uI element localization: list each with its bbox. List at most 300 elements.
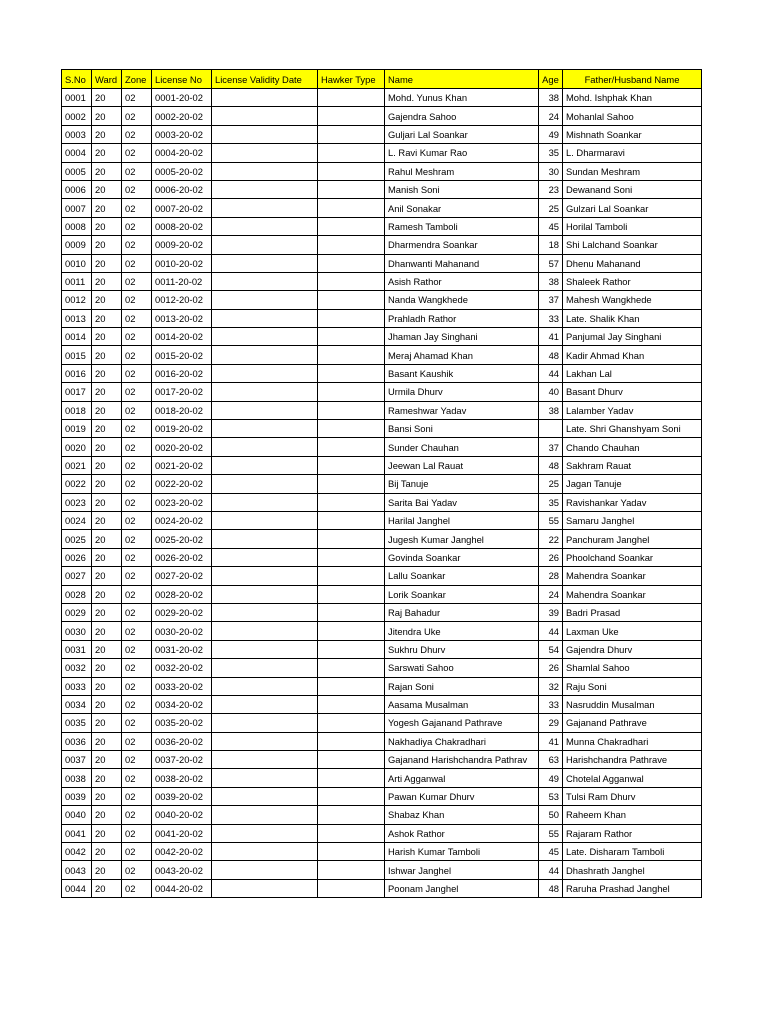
cell-name: Bansi Soni (385, 420, 539, 438)
cell-hawker-type (318, 622, 385, 640)
cell-license-no: 0030-20-02 (152, 622, 212, 640)
cell-license-validity-date (212, 806, 318, 824)
cell-ward: 20 (92, 861, 122, 879)
cell-hawker-type (318, 328, 385, 346)
cell-zone: 02 (122, 622, 152, 640)
cell-age: 33 (539, 309, 563, 327)
cell-license-no: 0015-20-02 (152, 346, 212, 364)
cell-father-husband-name: Munna Chakradhari (563, 732, 702, 750)
cell-zone: 02 (122, 364, 152, 382)
cell-ward: 20 (92, 401, 122, 419)
cell-zone: 02 (122, 677, 152, 695)
cell-ward: 20 (92, 125, 122, 143)
cell-license-no: 0005-20-02 (152, 162, 212, 180)
cell-age: 49 (539, 125, 563, 143)
cell-hawker-type (318, 751, 385, 769)
cell-license-no: 0020-20-02 (152, 438, 212, 456)
cell-sno: 0020 (62, 438, 92, 456)
cell-zone: 02 (122, 199, 152, 217)
cell-age: 33 (539, 695, 563, 713)
cell-license-no: 0016-20-02 (152, 364, 212, 382)
header-ward: Ward (92, 70, 122, 89)
cell-ward: 20 (92, 346, 122, 364)
cell-sno: 0002 (62, 107, 92, 125)
cell-name: Sukhru Dhurv (385, 640, 539, 658)
cell-sno: 0026 (62, 548, 92, 566)
cell-name: Ishwar Janghel (385, 861, 539, 879)
cell-father-husband-name: Phoolchand Soankar (563, 548, 702, 566)
cell-age: 35 (539, 493, 563, 511)
cell-age: 63 (539, 751, 563, 769)
cell-license-validity-date (212, 879, 318, 897)
cell-hawker-type (318, 493, 385, 511)
cell-ward: 20 (92, 714, 122, 732)
cell-license-validity-date (212, 291, 318, 309)
cell-hawker-type (318, 530, 385, 548)
cell-license-validity-date (212, 420, 318, 438)
cell-name: Govinda Soankar (385, 548, 539, 566)
cell-zone: 02 (122, 456, 152, 474)
table-row (62, 769, 702, 787)
cell-zone: 02 (122, 659, 152, 677)
cell-hawker-type (318, 401, 385, 419)
cell-name: Nakhadiya Chakradhari (385, 732, 539, 750)
cell-zone: 02 (122, 217, 152, 235)
cell-hawker-type (318, 125, 385, 143)
cell-father-husband-name: Mahesh Wangkhede (563, 291, 702, 309)
cell-zone: 02 (122, 254, 152, 272)
cell-name: Prahladh Rathor (385, 309, 539, 327)
cell-license-no: 0013-20-02 (152, 309, 212, 327)
cell-father-husband-name: Jagan Tanuje (563, 475, 702, 493)
table-row (62, 107, 702, 125)
cell-license-no: 0038-20-02 (152, 769, 212, 787)
cell-sno: 0003 (62, 125, 92, 143)
cell-hawker-type (318, 217, 385, 235)
cell-name: Dharmendra Soankar (385, 236, 539, 254)
cell-license-validity-date (212, 659, 318, 677)
cell-hawker-type (318, 640, 385, 658)
cell-father-husband-name: Raju Soni (563, 677, 702, 695)
cell-name: Anil Sonakar (385, 199, 539, 217)
cell-zone: 02 (122, 843, 152, 861)
cell-father-husband-name: Gulzari Lal Soankar (563, 199, 702, 217)
cell-license-validity-date (212, 548, 318, 566)
table-row (62, 567, 702, 585)
cell-hawker-type (318, 254, 385, 272)
cell-name: Sarswati Sahoo (385, 659, 539, 677)
cell-license-no: 0004-20-02 (152, 144, 212, 162)
cell-age: 48 (539, 456, 563, 474)
table-row (62, 585, 702, 603)
cell-name: Basant Kaushik (385, 364, 539, 382)
cell-age: 29 (539, 714, 563, 732)
cell-hawker-type (318, 364, 385, 382)
cell-license-no: 0040-20-02 (152, 806, 212, 824)
cell-father-husband-name: Kadir Ahmad Khan (563, 346, 702, 364)
table-row (62, 162, 702, 180)
table-row (62, 714, 702, 732)
cell-name: Bij Tanuje (385, 475, 539, 493)
cell-hawker-type (318, 162, 385, 180)
cell-age: 45 (539, 843, 563, 861)
cell-ward: 20 (92, 328, 122, 346)
table-row (62, 420, 702, 438)
table-row (62, 659, 702, 677)
cell-name: Rajan Soni (385, 677, 539, 695)
cell-name: Sarita Bai Yadav (385, 493, 539, 511)
cell-license-no: 0033-20-02 (152, 677, 212, 695)
cell-hawker-type (318, 603, 385, 621)
cell-hawker-type (318, 585, 385, 603)
cell-name: Urmila Dhurv (385, 383, 539, 401)
cell-license-no: 0012-20-02 (152, 291, 212, 309)
cell-name: Sunder Chauhan (385, 438, 539, 456)
cell-ward: 20 (92, 751, 122, 769)
cell-sno: 0015 (62, 346, 92, 364)
cell-zone: 02 (122, 144, 152, 162)
cell-license-no: 0022-20-02 (152, 475, 212, 493)
table-row (62, 843, 702, 861)
cell-father-husband-name: Dewanand Soni (563, 180, 702, 198)
cell-father-husband-name: Gajanand Pathrave (563, 714, 702, 732)
cell-father-husband-name: Badri Prasad (563, 603, 702, 621)
cell-sno: 0016 (62, 364, 92, 382)
cell-ward: 20 (92, 787, 122, 805)
cell-sno: 0022 (62, 475, 92, 493)
cell-age: 23 (539, 180, 563, 198)
table-row (62, 125, 702, 143)
cell-zone: 02 (122, 548, 152, 566)
cell-license-no: 0002-20-02 (152, 107, 212, 125)
cell-hawker-type (318, 806, 385, 824)
table-row (62, 254, 702, 272)
table-row (62, 806, 702, 824)
cell-license-no: 0011-20-02 (152, 272, 212, 290)
cell-sno: 0039 (62, 787, 92, 805)
cell-license-no: 0007-20-02 (152, 199, 212, 217)
cell-hawker-type (318, 861, 385, 879)
cell-license-validity-date (212, 346, 318, 364)
cell-age: 38 (539, 89, 563, 107)
cell-license-validity-date (212, 585, 318, 603)
cell-license-no: 0027-20-02 (152, 567, 212, 585)
cell-zone: 02 (122, 328, 152, 346)
table-row (62, 530, 702, 548)
cell-zone: 02 (122, 714, 152, 732)
cell-zone: 02 (122, 291, 152, 309)
cell-license-validity-date (212, 254, 318, 272)
cell-name: Mohd. Yunus Khan (385, 89, 539, 107)
table-row (62, 511, 702, 529)
table-row (62, 456, 702, 474)
cell-ward: 20 (92, 530, 122, 548)
cell-ward: 20 (92, 236, 122, 254)
header-license-no: License No (152, 70, 212, 89)
header-age: Age (539, 70, 563, 89)
cell-license-validity-date (212, 144, 318, 162)
cell-age: 35 (539, 144, 563, 162)
cell-license-no: 0017-20-02 (152, 383, 212, 401)
cell-hawker-type (318, 107, 385, 125)
cell-sno: 0024 (62, 511, 92, 529)
cell-father-husband-name: Mohd. Ishphak Khan (563, 89, 702, 107)
cell-zone: 02 (122, 511, 152, 529)
table-row (62, 364, 702, 382)
cell-ward: 20 (92, 603, 122, 621)
cell-name: Jeewan Lal Rauat (385, 456, 539, 474)
cell-license-validity-date (212, 751, 318, 769)
cell-age: 30 (539, 162, 563, 180)
cell-license-validity-date (212, 162, 318, 180)
cell-zone: 02 (122, 420, 152, 438)
cell-sno: 0005 (62, 162, 92, 180)
cell-sno: 0029 (62, 603, 92, 621)
cell-zone: 02 (122, 787, 152, 805)
table-row (62, 677, 702, 695)
table-row (62, 548, 702, 566)
cell-father-husband-name: Panjumal Jay Singhani (563, 328, 702, 346)
cell-father-husband-name: Raheem Khan (563, 806, 702, 824)
table-row (62, 861, 702, 879)
cell-sno: 0042 (62, 843, 92, 861)
cell-sno: 0028 (62, 585, 92, 603)
cell-age: 24 (539, 107, 563, 125)
table-row (62, 475, 702, 493)
cell-license-validity-date (212, 843, 318, 861)
cell-sno: 0019 (62, 420, 92, 438)
cell-name: Raj Bahadur (385, 603, 539, 621)
cell-license-no: 0019-20-02 (152, 420, 212, 438)
cell-age: 48 (539, 346, 563, 364)
table-row (62, 180, 702, 198)
table-row (62, 272, 702, 290)
cell-sno: 0025 (62, 530, 92, 548)
cell-father-husband-name: Late. Shri Ghanshyam Soni (563, 420, 702, 438)
table-row (62, 732, 702, 750)
cell-license-no: 0036-20-02 (152, 732, 212, 750)
cell-father-husband-name: Lalamber Yadav (563, 401, 702, 419)
cell-hawker-type (318, 677, 385, 695)
cell-license-validity-date (212, 493, 318, 511)
cell-license-validity-date (212, 236, 318, 254)
cell-name: Asish Rathor (385, 272, 539, 290)
cell-name: Arti Agganwal (385, 769, 539, 787)
cell-age: 40 (539, 383, 563, 401)
cell-father-husband-name: Horilal Tamboli (563, 217, 702, 235)
cell-license-validity-date (212, 640, 318, 658)
cell-sno: 0006 (62, 180, 92, 198)
cell-sno: 0017 (62, 383, 92, 401)
cell-zone: 02 (122, 346, 152, 364)
cell-father-husband-name: Raruha Prashad Janghel (563, 879, 702, 897)
header-zone: Zone (122, 70, 152, 89)
cell-hawker-type (318, 236, 385, 254)
cell-sno: 0032 (62, 659, 92, 677)
cell-age: 26 (539, 659, 563, 677)
cell-ward: 20 (92, 364, 122, 382)
cell-father-husband-name: Gajendra Dhurv (563, 640, 702, 658)
cell-ward: 20 (92, 199, 122, 217)
cell-license-no: 0024-20-02 (152, 511, 212, 529)
cell-father-husband-name: Basant Dhurv (563, 383, 702, 401)
cell-zone: 02 (122, 125, 152, 143)
cell-ward: 20 (92, 732, 122, 750)
cell-father-husband-name: Mahendra Soankar (563, 567, 702, 585)
cell-father-husband-name: Nasruddin Musalman (563, 695, 702, 713)
cell-sno: 0007 (62, 199, 92, 217)
cell-age: 53 (539, 787, 563, 805)
cell-license-validity-date (212, 309, 318, 327)
cell-license-no: 0025-20-02 (152, 530, 212, 548)
cell-license-validity-date (212, 383, 318, 401)
cell-license-validity-date (212, 677, 318, 695)
table-row (62, 751, 702, 769)
cell-hawker-type (318, 199, 385, 217)
cell-license-validity-date (212, 125, 318, 143)
cell-father-husband-name: Chotelal Agganwal (563, 769, 702, 787)
cell-sno: 0001 (62, 89, 92, 107)
cell-age: 32 (539, 677, 563, 695)
cell-father-husband-name: Sakhram Rauat (563, 456, 702, 474)
cell-license-validity-date (212, 567, 318, 585)
cell-zone: 02 (122, 751, 152, 769)
cell-father-husband-name: Rajaram Rathor (563, 824, 702, 842)
cell-hawker-type (318, 291, 385, 309)
table-row (62, 879, 702, 897)
cell-hawker-type (318, 769, 385, 787)
cell-father-husband-name: Mohanlal Sahoo (563, 107, 702, 125)
cell-ward: 20 (92, 511, 122, 529)
cell-age: 25 (539, 199, 563, 217)
cell-ward: 20 (92, 89, 122, 107)
cell-age: 57 (539, 254, 563, 272)
cell-ward: 20 (92, 162, 122, 180)
cell-license-no: 0014-20-02 (152, 328, 212, 346)
cell-age: 39 (539, 603, 563, 621)
cell-license-no: 0041-20-02 (152, 824, 212, 842)
cell-sno: 0008 (62, 217, 92, 235)
cell-zone: 02 (122, 107, 152, 125)
cell-ward: 20 (92, 291, 122, 309)
cell-age: 54 (539, 640, 563, 658)
cell-license-no: 0029-20-02 (152, 603, 212, 621)
cell-hawker-type (318, 89, 385, 107)
cell-zone: 02 (122, 806, 152, 824)
cell-father-husband-name: Mahendra Soankar (563, 585, 702, 603)
cell-age: 41 (539, 732, 563, 750)
cell-hawker-type (318, 824, 385, 842)
cell-sno: 0041 (62, 824, 92, 842)
cell-zone: 02 (122, 309, 152, 327)
cell-license-validity-date (212, 456, 318, 474)
cell-license-no: 0001-20-02 (152, 89, 212, 107)
cell-hawker-type (318, 732, 385, 750)
cell-father-husband-name: Shamlal Sahoo (563, 659, 702, 677)
cell-hawker-type (318, 843, 385, 861)
table-row (62, 438, 702, 456)
cell-age: 26 (539, 548, 563, 566)
cell-license-no: 0023-20-02 (152, 493, 212, 511)
cell-zone: 02 (122, 272, 152, 290)
cell-age: 55 (539, 511, 563, 529)
cell-father-husband-name: Dhashrath Janghel (563, 861, 702, 879)
table-row (62, 695, 702, 713)
cell-sno: 0021 (62, 456, 92, 474)
cell-name: Pawan Kumar Dhurv (385, 787, 539, 805)
cell-sno: 0018 (62, 401, 92, 419)
cell-hawker-type (318, 144, 385, 162)
cell-license-no: 0003-20-02 (152, 125, 212, 143)
cell-age: 48 (539, 879, 563, 897)
cell-license-no: 0034-20-02 (152, 695, 212, 713)
cell-ward: 20 (92, 677, 122, 695)
cell-name: Gajendra Sahoo (385, 107, 539, 125)
cell-sno: 0009 (62, 236, 92, 254)
table-body (62, 89, 702, 898)
cell-father-husband-name: Harishchandra Pathrave (563, 751, 702, 769)
cell-father-husband-name: Sundan Meshram (563, 162, 702, 180)
cell-hawker-type (318, 309, 385, 327)
cell-father-husband-name: Shi Lalchand Soankar (563, 236, 702, 254)
cell-license-no: 0039-20-02 (152, 787, 212, 805)
cell-ward: 20 (92, 180, 122, 198)
cell-ward: 20 (92, 769, 122, 787)
cell-ward: 20 (92, 475, 122, 493)
cell-zone: 02 (122, 567, 152, 585)
cell-zone: 02 (122, 769, 152, 787)
cell-zone: 02 (122, 732, 152, 750)
cell-name: Manish Soni (385, 180, 539, 198)
cell-license-no: 0009-20-02 (152, 236, 212, 254)
cell-sno: 0031 (62, 640, 92, 658)
cell-father-husband-name: L. Dharmaravi (563, 144, 702, 162)
cell-hawker-type (318, 787, 385, 805)
cell-zone: 02 (122, 695, 152, 713)
cell-zone: 02 (122, 824, 152, 842)
cell-father-husband-name: Lakhan Lal (563, 364, 702, 382)
cell-sno: 0023 (62, 493, 92, 511)
cell-license-no: 0031-20-02 (152, 640, 212, 658)
cell-license-validity-date (212, 364, 318, 382)
cell-ward: 20 (92, 824, 122, 842)
cell-license-validity-date (212, 217, 318, 235)
cell-ward: 20 (92, 107, 122, 125)
cell-license-validity-date (212, 530, 318, 548)
cell-ward: 20 (92, 659, 122, 677)
cell-license-validity-date (212, 787, 318, 805)
cell-zone: 02 (122, 401, 152, 419)
cell-hawker-type (318, 659, 385, 677)
cell-license-no: 0042-20-02 (152, 843, 212, 861)
cell-hawker-type (318, 346, 385, 364)
cell-license-validity-date (212, 199, 318, 217)
cell-age: 24 (539, 585, 563, 603)
cell-age: 22 (539, 530, 563, 548)
table-row (62, 622, 702, 640)
cell-name: Yogesh Gajanand Pathrave (385, 714, 539, 732)
cell-license-no: 0018-20-02 (152, 401, 212, 419)
cell-ward: 20 (92, 622, 122, 640)
cell-ward: 20 (92, 254, 122, 272)
cell-age: 37 (539, 438, 563, 456)
header-row (62, 70, 702, 89)
cell-age: 41 (539, 328, 563, 346)
cell-sno: 0034 (62, 695, 92, 713)
cell-hawker-type (318, 695, 385, 713)
table-row (62, 236, 702, 254)
cell-sno: 0030 (62, 622, 92, 640)
